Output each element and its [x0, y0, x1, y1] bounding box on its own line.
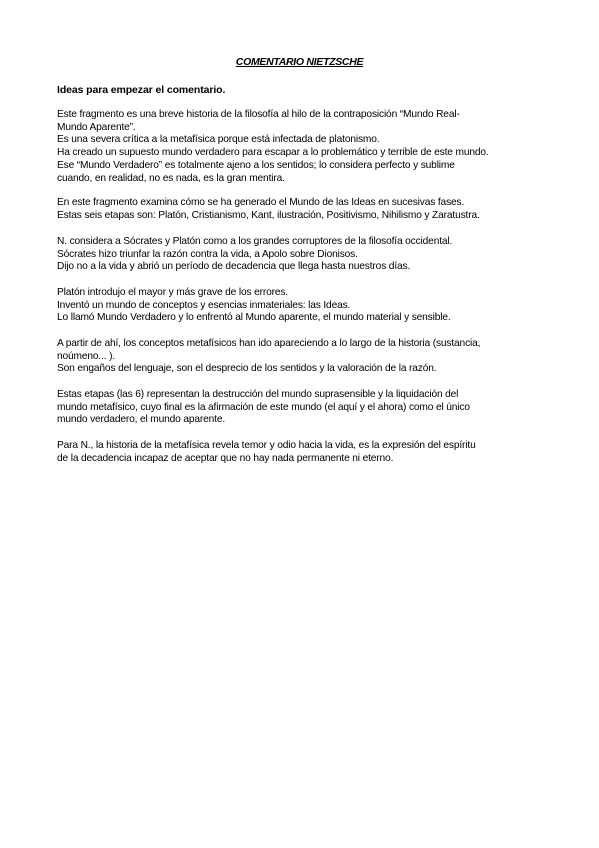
text-line: cuando, en realidad, no es nada, es la gran mentira. — [57, 172, 285, 184]
text-line: En este fragmento examina cómo se ha generado el Mundo de las Ideas en sucesivas fases. — [57, 197, 465, 208]
text-line: mundo metafísico, cuyo final es la afirmación de este mundo (el aquí y el ahora) como el único — [57, 401, 470, 413]
paragraph-metaphysics — [57, 338, 557, 376]
text-line: Estas etapas (las 6) representan la destrucción del mundo suprasensible y la liquidación del — [57, 389, 459, 400]
paragraph-platon — [57, 287, 557, 325]
text-line: Platón introdujo el mayor y más grave de los errores. — [57, 287, 288, 298]
text-line: Es una severa crítica a la metafísica porque está infectada de platonismo. — [57, 134, 380, 146]
text-line: N. considera a Sócrates y Platón como a los grandes corruptores de la filosofía occidental. — [57, 236, 453, 247]
text-line: Dijo no a la vida y abrió un período de decadencia que llega hasta nuestros días. — [57, 261, 411, 273]
text-line: Este fragmento es una breve historia de la filosofía al hilo de la contraposición “Mundo Real- — [57, 109, 460, 120]
text-line: Lo llamó Mundo Verdadero y lo enfrentó al Mundo aparente, el mundo material y sensible. — [57, 312, 451, 324]
document-subtitle: Ideas para empezar el comentario. — [57, 84, 226, 96]
text-line: Son engaños del lenguaje, son el desprecio de los sentidos y la valoración de la razón. — [57, 363, 437, 375]
text-line: A partir de ahí, los conceptos metafísicos han ido apareciendo a lo largo de la historia (sustancia, — [57, 338, 481, 349]
text-line: Ha creado un supuesto mundo verdadero para escapar a lo problemático y terrible de este mundo. — [57, 147, 489, 159]
text-line: Estas seis etapas son: Platón, Cristianismo, Kant, ilustración, Positivismo, Nihilismo y Zaratustra. — [57, 209, 480, 221]
text-line: noúmeno... ). — [57, 350, 116, 362]
text-line: Ese “Mundo Verdadero” es totalmente ajeno a los sentidos; lo considera perfecto y sublime — [57, 159, 455, 171]
paragraph-conclusion — [57, 440, 557, 465]
paragraph-intro — [57, 109, 557, 185]
text-line: de la decadencia incapaz de aceptar que no hay nada permanente ni eterno. — [57, 452, 394, 464]
text-line: Mundo Aparente”. — [57, 121, 136, 133]
text-line: Inventó un mundo de conceptos y esencias inmateriales: las Ideas. — [57, 299, 351, 311]
text-line: mundo verdadero, el mundo aparente. — [57, 414, 226, 426]
paragraph-socrates — [57, 236, 557, 274]
document-title: COMENTARIO NIETZSCHE — [235, 56, 364, 68]
text-line: Para N., la historia de la metafísica revela temor y odio hacia la vida, es la expresión del espíritu — [57, 440, 476, 451]
text-line: Sócrates hizo triunfar la razón contra la vida, a Apolo sobre Dionisos. — [57, 248, 358, 260]
paragraph-stages — [57, 197, 557, 222]
paragraph-stages-destruction — [57, 389, 557, 427]
